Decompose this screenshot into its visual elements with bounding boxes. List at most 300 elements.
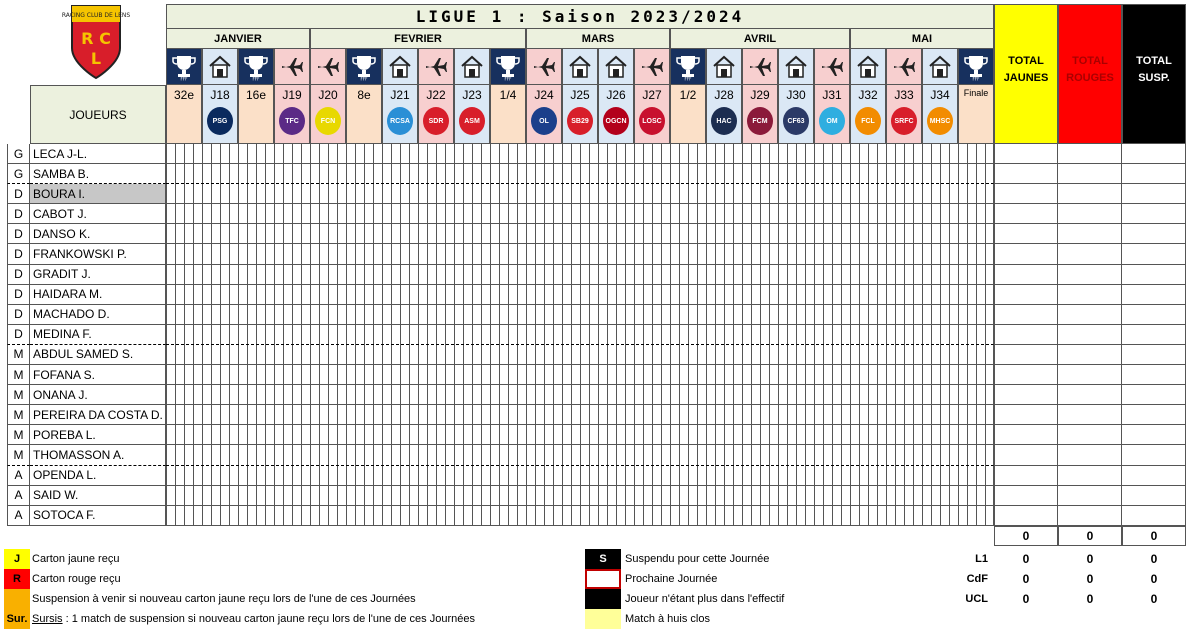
opponent-crest-icon: OL [531, 107, 557, 135]
player-totals-row [994, 445, 1186, 465]
player-position: M [7, 445, 30, 465]
player-totals-row [994, 204, 1186, 224]
competition-label: L1 [975, 553, 988, 565]
round-label: J20 [318, 88, 338, 102]
player-position: M [7, 425, 30, 445]
competition-row-l1 [958, 549, 1186, 569]
opponent-crest-icon: ASM [459, 107, 485, 135]
player-total-cell[interactable] [994, 305, 1058, 325]
plane-icon [886, 49, 922, 85]
player-position: D [7, 224, 30, 244]
venue-icon-row [166, 49, 994, 85]
round-j28 [706, 85, 742, 144]
legend-item [4, 589, 416, 609]
round-j19 [274, 85, 310, 144]
legend-item [585, 569, 717, 589]
player-match-cells[interactable] [166, 466, 994, 486]
round-j30 [778, 85, 814, 144]
legend-swatch [585, 589, 621, 609]
legend-swatch [4, 589, 30, 609]
month-avril: AVRIL [670, 29, 850, 49]
player-total-cell[interactable] [1058, 325, 1122, 345]
player-total-cell[interactable] [994, 385, 1058, 405]
month-mai: MAI [850, 29, 994, 49]
player-name: FOFANA S. [30, 365, 166, 385]
opponent-crest-icon: MHSC [927, 107, 953, 135]
player-row [7, 445, 994, 465]
player-total-cell[interactable] [1058, 184, 1122, 204]
player-total-cell[interactable] [1122, 305, 1186, 325]
player-name: MEDINA F. [30, 325, 166, 345]
competition-row-ucl [958, 589, 1186, 609]
player-row [7, 204, 994, 224]
totals-table [994, 144, 1186, 526]
opponent-crest-icon: FCL [855, 107, 881, 135]
player-totals-row [994, 466, 1186, 486]
player-total-cell[interactable] [994, 486, 1058, 506]
player-total-cell[interactable] [1058, 425, 1122, 445]
player-position: D [7, 265, 30, 285]
player-row [7, 506, 994, 526]
player-name: GRADIT J. [30, 265, 166, 285]
player-position: D [7, 204, 30, 224]
player-total-cell[interactable] [1122, 164, 1186, 184]
opponent-crest-icon: OM [819, 107, 845, 135]
player-position: M [7, 385, 30, 405]
month-header-row [166, 29, 994, 49]
player-total-cell[interactable] [1058, 224, 1122, 244]
legend-swatch: J [4, 549, 30, 569]
player-match-cells[interactable] [166, 305, 994, 325]
legend-item [585, 609, 710, 629]
player-total-cell[interactable] [994, 285, 1058, 305]
player-total-cell[interactable] [1122, 144, 1186, 164]
legend-item [585, 549, 769, 569]
player-total-cell[interactable] [1122, 486, 1186, 506]
competition-total: 0 [1150, 552, 1158, 566]
legend-swatch: Sur. [4, 609, 30, 629]
plane-icon [526, 49, 562, 85]
player-row [7, 184, 994, 204]
sum-yellow: 0 [994, 526, 1058, 546]
player-totals-row [994, 325, 1186, 345]
round-label: 16e [245, 88, 267, 102]
player-total-cell[interactable] [1058, 265, 1122, 285]
round-label: J26 [606, 88, 626, 102]
player-total-cell[interactable] [994, 466, 1058, 486]
legend-text-underlined: Sursis [32, 613, 63, 625]
round-label: J25 [570, 88, 590, 102]
season-title: LIGUE 1 : Saison 2023/2024 [166, 4, 994, 29]
player-row [7, 466, 994, 486]
legend-item [4, 549, 119, 569]
round-j34 [922, 85, 958, 144]
svg-text:R C: R C [81, 29, 111, 48]
legend-text: Carton jaune reçu [32, 553, 120, 565]
player-row [7, 425, 994, 445]
legend-text: Match à huis clos [625, 613, 710, 625]
home-icon [850, 49, 886, 85]
player-position: A [7, 486, 30, 506]
totals-sum-row [994, 526, 1186, 546]
player-total-cell[interactable] [994, 204, 1058, 224]
legend-swatch: R [4, 569, 30, 589]
opponent-crest-icon: FCM [747, 107, 773, 135]
player-match-cells[interactable] [166, 445, 994, 465]
player-total-cell[interactable] [994, 224, 1058, 244]
competition-label: CdF [966, 573, 988, 585]
opponent-crest-icon: SB29 [567, 107, 593, 135]
round-label: J32 [858, 88, 878, 102]
player-total-cell[interactable] [994, 325, 1058, 345]
legend-text: Joueur n'étant plus dans l'effectif [625, 593, 785, 605]
competition-total: 0 [1150, 592, 1158, 606]
player-name: POREBA L. [30, 425, 166, 445]
home-icon [562, 49, 598, 85]
round-label: 32e [173, 88, 195, 102]
plane-icon [310, 49, 346, 85]
player-totals-row [994, 425, 1186, 445]
player-row [7, 345, 994, 365]
player-position: G [7, 164, 30, 184]
player-row [7, 164, 994, 184]
french-cup-icon [346, 49, 382, 85]
legend-item [4, 609, 475, 629]
player-name: FRANKOWSKI P. [30, 244, 166, 264]
home-icon [202, 49, 238, 85]
player-total-cell[interactable] [1122, 204, 1186, 224]
round-1-2 [670, 85, 706, 144]
plane-icon [418, 49, 454, 85]
player-total-cell[interactable] [994, 445, 1058, 465]
round-label: 1/2 [679, 88, 697, 102]
competition-total: 0 [1086, 552, 1094, 566]
player-match-cells[interactable] [166, 184, 994, 204]
player-name: SAID W. [30, 486, 166, 506]
legend-swatch [585, 569, 621, 589]
player-match-cells[interactable] [166, 425, 994, 445]
opponent-crest-icon: LOSC [639, 107, 665, 135]
player-total-cell[interactable] [1122, 445, 1186, 465]
round-label: J23 [462, 88, 482, 102]
competition-total: 0 [1022, 552, 1030, 566]
player-match-cells[interactable] [166, 285, 994, 305]
legend-text: Carton rouge reçu [32, 573, 121, 585]
competition-total: 0 [1150, 572, 1158, 586]
french-cup-icon [490, 49, 526, 85]
player-match-cells[interactable] [166, 365, 994, 385]
player-match-cells[interactable] [166, 244, 994, 264]
player-totals-row [994, 265, 1186, 285]
player-total-cell[interactable] [994, 425, 1058, 445]
month-janvier: JANVIER [166, 29, 310, 49]
player-totals-row [994, 365, 1186, 385]
player-name: SAMBA B. [30, 164, 166, 184]
player-row [7, 405, 994, 425]
competition-label: UCL [965, 593, 988, 605]
player-row [7, 305, 994, 325]
player-total-cell[interactable] [1122, 265, 1186, 285]
french-cup-icon [670, 49, 706, 85]
player-total-cell[interactable] [1122, 466, 1186, 486]
round-j33 [886, 85, 922, 144]
player-name: PEREIRA DA COSTA D. [30, 405, 166, 425]
home-icon [922, 49, 958, 85]
player-total-cell[interactable] [1058, 385, 1122, 405]
home-icon [382, 49, 418, 85]
svg-text:FFF: FFF [504, 76, 512, 81]
player-row [7, 486, 994, 506]
opponent-crest-icon: TFC [279, 107, 305, 135]
player-total-cell[interactable] [1058, 345, 1122, 365]
round-j23 [454, 85, 490, 144]
player-total-cell[interactable] [1058, 204, 1122, 224]
round-j21 [382, 85, 418, 144]
player-name: ONANA J. [30, 385, 166, 405]
round-j32 [850, 85, 886, 144]
player-totals-row [994, 345, 1186, 365]
player-total-cell[interactable] [1122, 506, 1186, 526]
player-totals-row [994, 405, 1186, 425]
player-match-cells[interactable] [166, 405, 994, 425]
round-j27 [634, 85, 670, 144]
player-position: M [7, 365, 30, 385]
round-j22 [418, 85, 454, 144]
player-total-cell[interactable] [1058, 405, 1122, 425]
month-mars: MARS [526, 29, 670, 49]
player-total-cell[interactable] [1122, 224, 1186, 244]
round-label: J28 [714, 88, 734, 102]
player-total-cell[interactable] [1058, 466, 1122, 486]
month-fevrier: FEVRIER [310, 29, 526, 49]
player-row [7, 244, 994, 264]
opponent-crest-icon: OGCN [603, 107, 629, 135]
home-icon [778, 49, 814, 85]
legend-item [585, 589, 784, 609]
player-total-cell[interactable] [994, 365, 1058, 385]
player-total-cell[interactable] [994, 144, 1058, 164]
player-name: CABOT J. [30, 204, 166, 224]
player-match-cells[interactable] [166, 144, 994, 164]
legend-swatch [585, 609, 621, 629]
french-cup-icon [238, 49, 274, 85]
french-cup-icon [958, 49, 994, 85]
opponent-crest-icon: FCN [315, 107, 341, 135]
round-label: 8e [357, 88, 371, 102]
player-row [7, 385, 994, 405]
player-total-cell[interactable] [994, 164, 1058, 184]
player-total-cell[interactable] [1058, 445, 1122, 465]
round-32e [166, 85, 202, 144]
round-label: 1/4 [499, 88, 517, 102]
round-1-4 [490, 85, 526, 144]
competition-total: 0 [1022, 572, 1030, 586]
player-match-cells[interactable] [166, 265, 994, 285]
competition-total: 0 [1086, 592, 1094, 606]
legend-text: Suspendu pour cette Journée [625, 553, 770, 565]
player-name: DANSO K. [30, 224, 166, 244]
player-total-cell[interactable] [1058, 305, 1122, 325]
sum-suspension: 0 [1122, 526, 1186, 546]
players-table [7, 144, 994, 526]
total-yellow-header: TOTAL JAUNES [994, 4, 1058, 144]
round-label: J31 [822, 88, 842, 102]
player-position: A [7, 466, 30, 486]
player-name: SOTOCA F. [30, 506, 166, 526]
opponent-crest-icon: SRFC [891, 107, 917, 135]
player-name: HAIDARA M. [30, 285, 166, 305]
svg-text:RACING CLUB DE LENS: RACING CLUB DE LENS [61, 12, 131, 19]
legend-text [32, 613, 475, 625]
round-j18 [202, 85, 238, 144]
round-finale [958, 85, 994, 144]
player-total-cell[interactable] [994, 184, 1058, 204]
player-totals-row [994, 224, 1186, 244]
player-position: D [7, 184, 30, 204]
player-totals-row [994, 244, 1186, 264]
legend-swatch: S [585, 549, 621, 569]
french-cup-icon [166, 49, 202, 85]
round-j31 [814, 85, 850, 144]
player-total-cell[interactable] [1122, 345, 1186, 365]
player-name: LECA J-L. [30, 144, 166, 164]
player-totals-row [994, 385, 1186, 405]
player-name: BOURA I. [30, 184, 166, 204]
plane-icon [742, 49, 778, 85]
player-row [7, 265, 994, 285]
player-total-cell[interactable] [1058, 486, 1122, 506]
player-position: M [7, 345, 30, 365]
player-total-cell[interactable] [1058, 244, 1122, 264]
legend-item [4, 569, 121, 589]
rc-lens-logo [61, 4, 131, 80]
player-position: D [7, 325, 30, 345]
player-total-cell[interactable] [1122, 405, 1186, 425]
round-label: J24 [534, 88, 554, 102]
home-icon [706, 49, 742, 85]
player-position: M [7, 405, 30, 425]
player-match-cells[interactable] [166, 385, 994, 405]
player-name: MACHADO D. [30, 305, 166, 325]
home-icon [454, 49, 490, 85]
player-totals-row [994, 285, 1186, 305]
player-position: A [7, 506, 30, 526]
player-total-cell[interactable] [1122, 184, 1186, 204]
svg-text:FFF: FFF [252, 76, 260, 81]
player-match-cells[interactable] [166, 486, 994, 506]
svg-text:FFF: FFF [684, 76, 692, 81]
player-row [7, 325, 994, 345]
player-position: G [7, 144, 30, 164]
player-total-cell[interactable] [994, 405, 1058, 425]
round-j24 [526, 85, 562, 144]
competition-row-cdf [958, 569, 1186, 589]
player-totals-row [994, 486, 1186, 506]
player-match-cells[interactable] [166, 506, 994, 526]
player-total-cell[interactable] [1058, 285, 1122, 305]
round-j29 [742, 85, 778, 144]
round-label: J33 [894, 88, 914, 102]
player-totals-row [994, 144, 1186, 164]
player-name: THOMASSON A. [30, 445, 166, 465]
home-icon [598, 49, 634, 85]
player-total-cell[interactable] [1122, 425, 1186, 445]
player-name: ABDUL SAMED S. [30, 345, 166, 365]
player-total-cell[interactable] [1122, 385, 1186, 405]
player-totals-row [994, 305, 1186, 325]
player-total-cell[interactable] [1058, 365, 1122, 385]
round-label: J34 [930, 88, 950, 102]
player-match-cells[interactable] [166, 204, 994, 224]
player-total-cell[interactable] [994, 244, 1058, 264]
round-16e [238, 85, 274, 144]
svg-text:FFF: FFF [180, 76, 188, 81]
player-total-cell[interactable] [1122, 285, 1186, 305]
player-total-cell[interactable] [1122, 325, 1186, 345]
legend-text-rest: : 1 match de suspension si nouveau carton jaune reçu lors de l'une de ces Journées [62, 613, 475, 625]
opponent-crest-icon: PSG [207, 107, 233, 135]
player-position: D [7, 305, 30, 325]
plane-icon [634, 49, 670, 85]
player-totals-row [994, 164, 1186, 184]
player-match-cells[interactable] [166, 224, 994, 244]
player-row [7, 365, 994, 385]
legend-text: Prochaine Journée [625, 573, 718, 585]
round-label: J21 [390, 88, 410, 102]
round-label: J18 [210, 88, 230, 102]
round-header-row [166, 85, 994, 144]
player-total-cell[interactable] [1122, 244, 1186, 264]
players-header: JOUEURS [30, 85, 166, 144]
plane-icon [814, 49, 850, 85]
round-8e [346, 85, 382, 144]
player-total-cell[interactable] [994, 345, 1058, 365]
round-j26 [598, 85, 634, 144]
opponent-crest-icon: RCSA [387, 107, 413, 135]
total-suspension-header: TOTAL SUSP. [1122, 4, 1186, 144]
sum-red: 0 [1058, 526, 1122, 546]
player-total-cell[interactable] [1122, 365, 1186, 385]
round-label: J27 [642, 88, 662, 102]
round-label: J29 [750, 88, 770, 102]
player-position: D [7, 285, 30, 305]
svg-text:FFF: FFF [972, 76, 980, 81]
round-j20 [310, 85, 346, 144]
opponent-crest-icon: CF63 [783, 107, 809, 135]
player-row [7, 224, 994, 244]
player-total-cell[interactable] [994, 265, 1058, 285]
player-total-cell[interactable] [1058, 144, 1122, 164]
player-totals-row [994, 184, 1186, 204]
round-label: J19 [282, 88, 302, 102]
competition-total: 0 [1086, 572, 1094, 586]
player-total-cell[interactable] [1058, 164, 1122, 184]
svg-text:L: L [90, 49, 102, 68]
player-match-cells[interactable] [166, 164, 994, 184]
player-total-cell[interactable] [1058, 506, 1122, 526]
round-label: J30 [786, 88, 806, 102]
player-name: OPENDA L. [30, 466, 166, 486]
plane-icon [274, 49, 310, 85]
round-label: Finale [963, 88, 989, 98]
player-total-cell[interactable] [994, 506, 1058, 526]
opponent-crest-icon: SDR [423, 107, 449, 135]
total-red-header: TOTAL ROUGES [1058, 4, 1122, 144]
legend-text: Suspension à venir si nouveau carton jaune reçu lors de l'une de ces Journées [32, 593, 416, 605]
player-match-cells[interactable] [166, 325, 994, 345]
player-row [7, 285, 994, 305]
player-match-cells[interactable] [166, 345, 994, 365]
